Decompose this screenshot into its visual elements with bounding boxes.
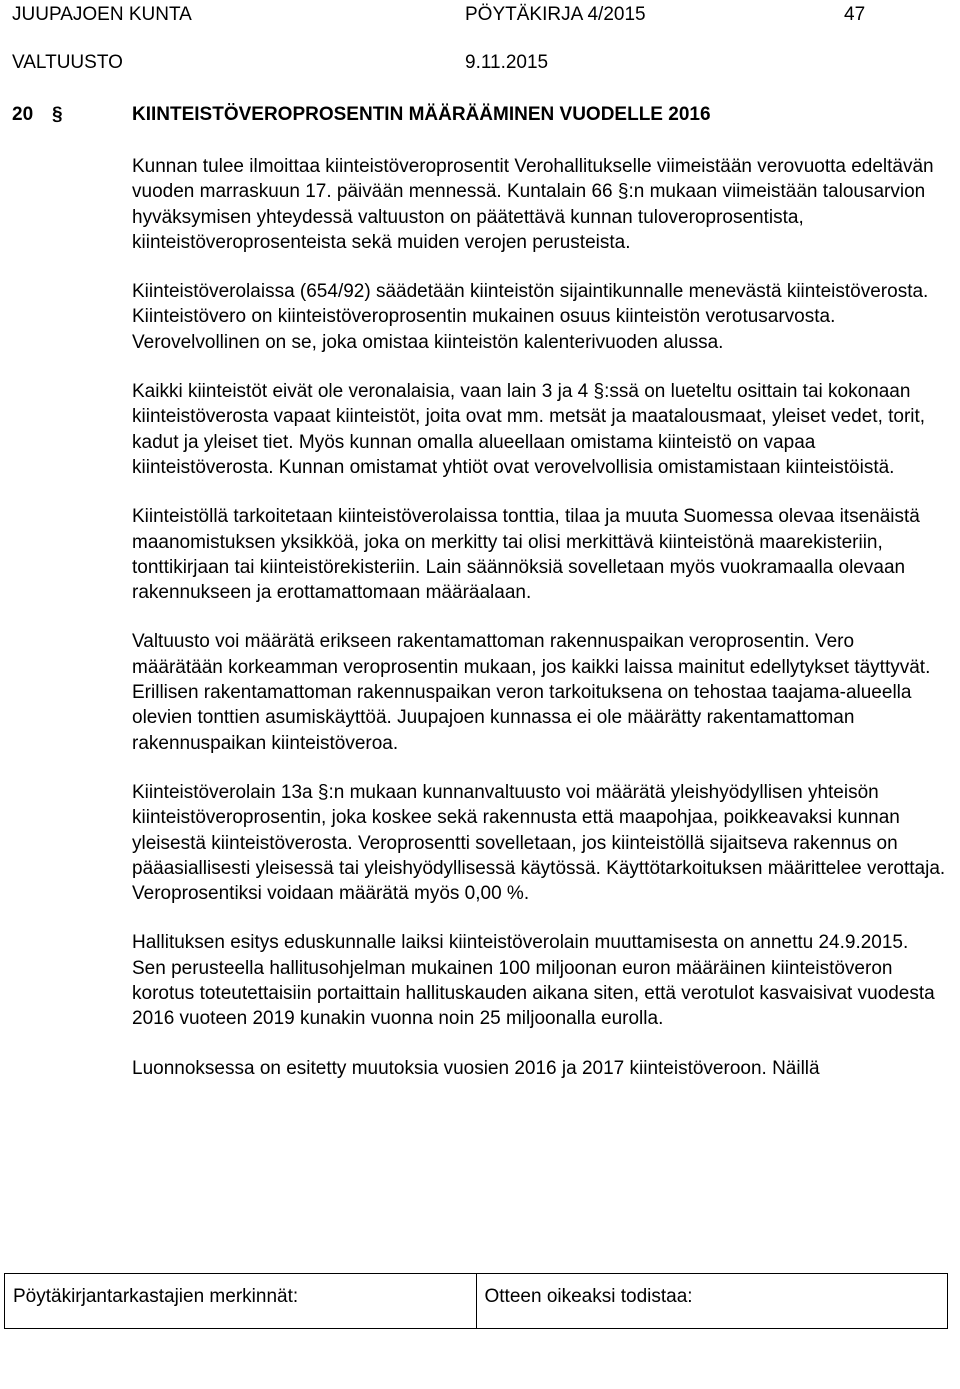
page-number: 47 (844, 4, 866, 25)
footer-signature-box (4, 1273, 948, 1329)
meeting-date: 9.11.2015 (465, 52, 549, 73)
inspectors-notes-label: Pöytäkirjantarkastajien merkinnät: (13, 1286, 299, 1307)
paragraph: Kaikki kiinteistöt eivät ole veronalaisia, vaan lain 3 ja 4 §:ssä on lueteltu osittain tai kokonaan kiinteistöverosta vapaat kiinteistöt, joita ovat mm. metsät ja maatalousmaat, yleiset vedet, torit, kadut ja yleiset tiet. Myös kunnan omalla alueellaan omistama kiinteistö on vapaa kiinteistöverosta. Kunnan omistamat yhtiöt ovat verovelvollisia omistamistaan kiinteistöistä. (132, 381, 926, 478)
certified-copy-label: Otteen oikeaksi todistaa: (476, 1274, 948, 1328)
section-number: 20 (12, 104, 34, 125)
paragraph: Luonnoksessa on esitetty muutoksia vuosien 2016 ja 2017 kiinteistöveroon. Näillä (132, 1057, 820, 1079)
organization-name: JUUPAJOEN KUNTA (12, 4, 192, 25)
body-text (132, 154, 947, 1105)
paragraph: Kiinteistöverolain 13a §:n mukaan kunnanvaltuusto voi määrätä yleishyödyllisen yhteisön kiinteistöveroprosentin, joka koskee sekä rakennusta että maapohjaa, poikkeavaksi kunnan yleisestä kiinteistöverosta. Veroprosentti sovelletaan, jos kiinteistöllä sijaitseva rakennus on pääasiallisesti yleisessä tai yleishyödyllisessä käytössä. Käyttötarkoituksen määrittelee verottaja. Veroprosentiksi voidaan määrätä myös 0,00 %. (132, 781, 946, 905)
paragraph: Kiinteistöverolaissa (654/92) säädetään kiinteistön sijaintikunnalle menevästä kiinteistöverosta. Kiinteistövero on kiinteistöveroprosentin mukainen osuus kiinteistön verotusarvosta. Verovelvollinen on se, joka omistaa kiinteistön kalenterivuoden alussa. (132, 281, 929, 353)
meeting-body: VALTUUSTO (12, 52, 123, 73)
paragraph: Kunnan tulee ilmoittaa kiinteistöveroprosentit Verohallitukselle viimeistään verovuotta edeltävän vuoden marraskuun 17. päivään mennessä. Kuntalain 66 §:n mukaan viimeistään talousarvion hyväksymisen yhteydessä valtuuston on päätettävä kunnan tuloveroprosentista, kiinteistöveroprosenteista sekä muiden verojen perusteista. (132, 156, 934, 253)
paragraph: Hallituksen esitys eduskunnalle laiksi kiinteistöverolain muuttamisesta on annettu 24.9.2015. Sen perusteella hallitusohjelman mukainen 100 miljoonan euron määräinen kiinteistöveron korotus toteutettaisiin portaittain hallituskauden aikana siten, että verotulot kasvaisivat vuodesta 2016 vuoteen 2019 kunakin vuonna noin 25 miljoonalla eurolla. (132, 932, 935, 1030)
section-symbol: § (52, 104, 63, 125)
section-title: KIINTEISTÖVEROPROSENTIN MÄÄRÄÄMINEN VUODELLE 2016 (132, 104, 711, 125)
document-number: PÖYTÄKIRJA 4/2015 (465, 4, 646, 25)
section-heading (12, 104, 711, 126)
paragraph: Valtuusto voi määrätä erikseen rakentamattoman rakennuspaikan veroprosentin. Vero määrätään korkeamman veroprosentin mukaan, jos kaikki laissa mainitut edellytykset täyttyvät. Erillisen rakentamattoman rakennuspaikan veron tarkoituksena on tehostaa taajama-alueella olevien tonttien asumiskäyttöä. Juupajoen kunnassa ei ole määrätty rakentamattoman rakennuspaikan kiinteistöveroa. (132, 631, 931, 754)
paragraph: Kiinteistöllä tarkoitetaan kiinteistöverolaissa tonttia, tilaa ja muuta Suomessa olevaa itsenäistä maanomistuksen yksikköä, joka on merkitty tai olisi merkittävä kiinteistönä maarekisteriin, tonttikirjaan tai kiinteistörekisteriin. Lain säännöksiä sovelletaan myös vuokramaalla olevaan rakennukseen ja erottamattomaan määräalaan. (132, 506, 920, 604)
